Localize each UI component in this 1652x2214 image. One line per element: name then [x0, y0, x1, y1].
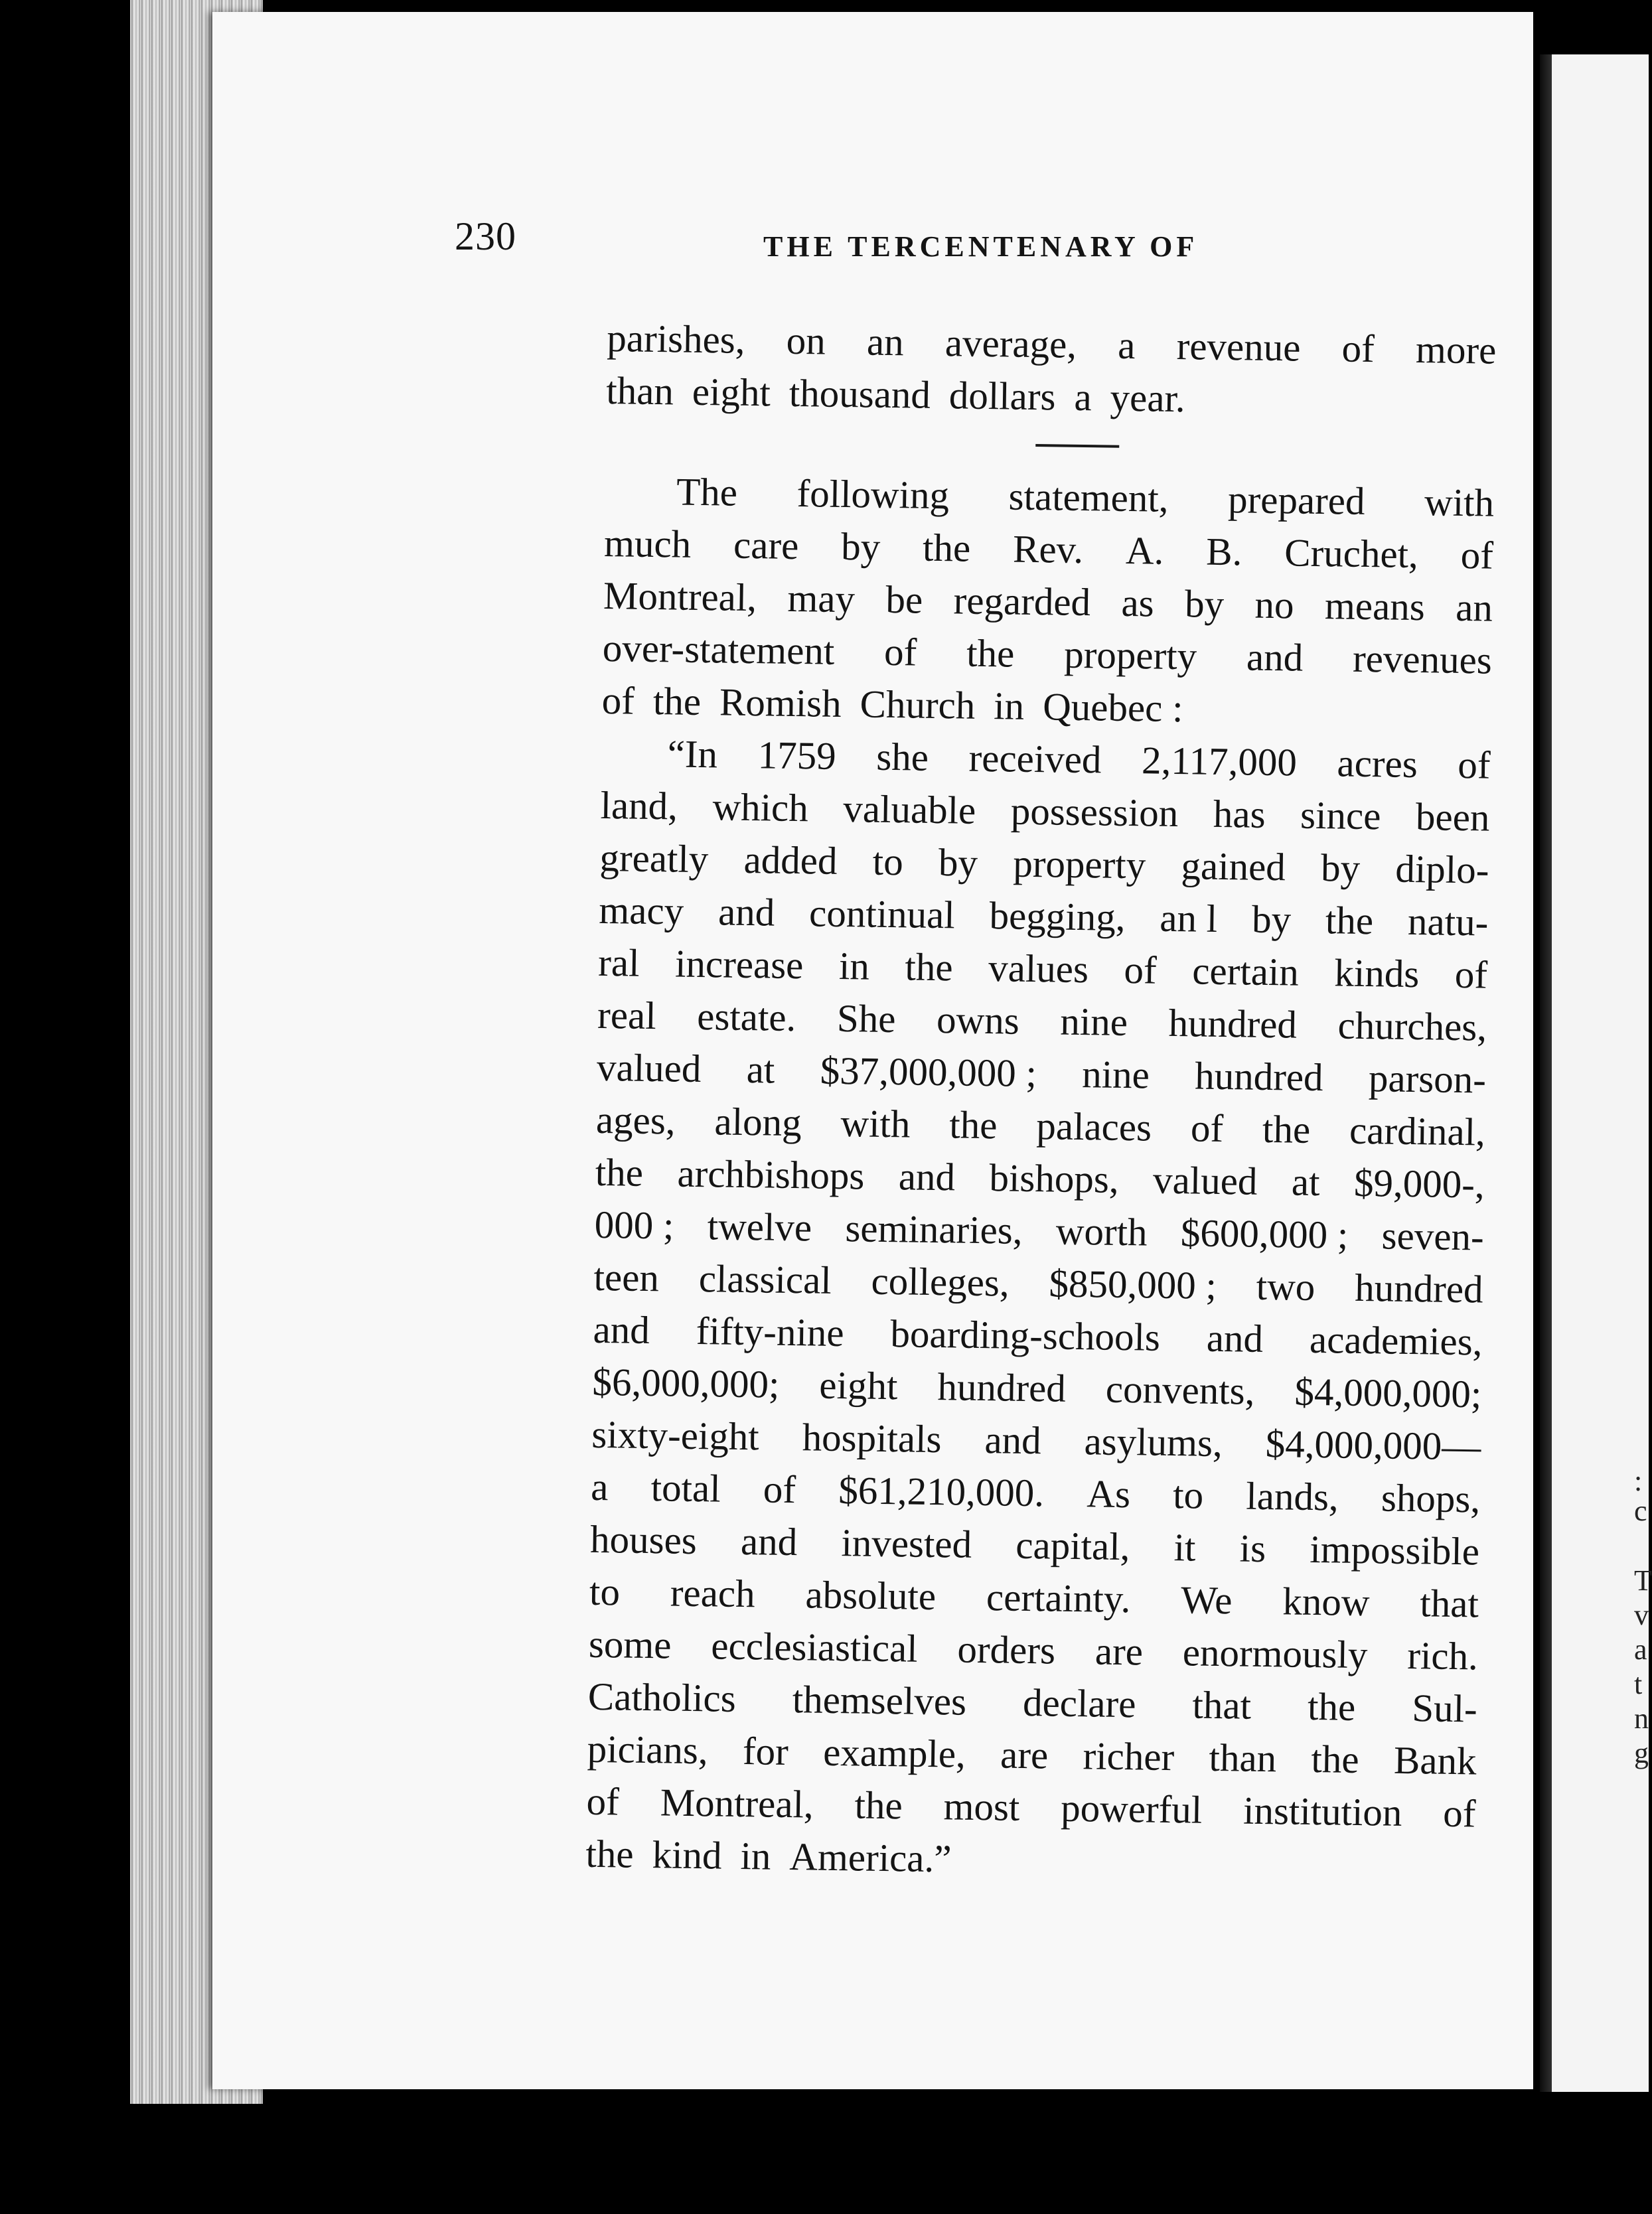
word: natu-: [1407, 899, 1489, 944]
word: ages,: [595, 1097, 676, 1143]
word: Montreal,: [660, 1780, 814, 1826]
word: “In: [667, 731, 718, 776]
facing-page-strip: [1552, 54, 1649, 2092]
word: estate.: [696, 994, 796, 1040]
word: with: [1424, 480, 1495, 525]
word: We: [1180, 1578, 1233, 1623]
word: which: [712, 784, 809, 830]
word: of: [1341, 326, 1375, 371]
word: increase: [674, 941, 804, 988]
word: following: [796, 471, 950, 518]
word: of: [1190, 1106, 1224, 1151]
word: prepared: [1227, 477, 1365, 523]
page-number: 230: [455, 214, 516, 258]
word: property: [1012, 841, 1146, 887]
word: worth: [1055, 1209, 1148, 1254]
word: in: [993, 684, 1025, 728]
word: diplo-: [1394, 846, 1489, 892]
word: are: [1094, 1629, 1144, 1674]
word: declare: [1022, 1680, 1136, 1726]
word: at: [1291, 1159, 1320, 1205]
word: is: [1239, 1526, 1266, 1571]
word: in: [838, 943, 870, 988]
word: eight: [692, 369, 771, 415]
word: impossible: [1309, 1526, 1480, 1574]
word: certainty.: [986, 1575, 1131, 1621]
word: $850,000 ;: [1049, 1261, 1217, 1307]
word: it: [1173, 1525, 1196, 1570]
word: land,: [600, 782, 678, 828]
word: be: [885, 577, 923, 622]
word: the: [854, 1783, 903, 1828]
word: most: [943, 1784, 1020, 1829]
word: valued: [596, 1045, 702, 1091]
word: values: [988, 946, 1089, 992]
word: B.: [1205, 529, 1242, 574]
word: of: [601, 678, 635, 723]
facing-page-letter: a: [1634, 1633, 1647, 1666]
word: added: [743, 837, 838, 883]
word: capital,: [1015, 1522, 1130, 1569]
word: $9,000-,: [1353, 1160, 1485, 1207]
word: are: [1000, 1732, 1049, 1777]
word: real: [597, 992, 657, 1038]
word: by: [1184, 581, 1225, 627]
word: dollars: [948, 373, 1056, 419]
word: by: [938, 840, 978, 885]
word: asylums,: [1084, 1419, 1223, 1465]
word: revenue: [1176, 323, 1301, 370]
word: may: [787, 575, 856, 621]
word: in: [740, 1834, 771, 1878]
word: know: [1282, 1579, 1370, 1625]
word: by: [1320, 846, 1361, 890]
word: of: [1457, 742, 1491, 787]
word: owns: [936, 997, 1020, 1043]
word: picians,: [587, 1726, 709, 1773]
word: Cruchet,: [1284, 530, 1419, 577]
word: the: [948, 1102, 998, 1147]
word: received: [968, 735, 1102, 782]
word: an: [866, 319, 905, 364]
word: to: [589, 1569, 621, 1614]
word: $61,210,000.: [838, 1468, 1045, 1515]
word: a: [590, 1464, 609, 1509]
facing-page-letter: g: [1634, 1737, 1649, 1769]
word: thousand: [788, 370, 931, 417]
word: valued: [1152, 1157, 1258, 1203]
word: means: [1324, 583, 1426, 629]
word: enormously: [1182, 1630, 1368, 1677]
word: the: [595, 1149, 644, 1195]
word: at: [746, 1047, 775, 1092]
word: the: [1307, 1684, 1356, 1729]
word: parishes,: [606, 315, 745, 362]
word: an: [1455, 585, 1493, 630]
word: by: [840, 524, 881, 569]
word: with: [840, 1101, 911, 1146]
word: Sul-: [1411, 1686, 1478, 1731]
word: 1759: [757, 733, 837, 778]
word: greatly: [599, 835, 709, 881]
word: America.”: [788, 1834, 952, 1881]
word: Romish: [719, 680, 842, 725]
word: academies,: [1309, 1317, 1483, 1364]
paragraph-statement: [601, 465, 1494, 739]
word: of: [1442, 1791, 1476, 1836]
word: $4,000,000—: [1265, 1422, 1481, 1469]
word: A.: [1125, 528, 1164, 573]
word: richer: [1083, 1734, 1175, 1779]
word: been: [1415, 794, 1490, 840]
word: parson-: [1368, 1056, 1487, 1102]
word: that: [1419, 1581, 1479, 1626]
word: of: [586, 1779, 620, 1824]
running-head: THE TERCENTENARY OF: [763, 230, 1199, 263]
word: for: [742, 1729, 789, 1774]
word: cardinal,: [1349, 1108, 1486, 1154]
word: convents,: [1105, 1366, 1255, 1413]
paragraph-quotation: [585, 727, 1491, 1893]
section-rule: [1035, 444, 1119, 448]
word: of: [1454, 952, 1488, 997]
word: shops,: [1381, 1475, 1481, 1521]
word: and: [717, 889, 775, 934]
word: an l: [1159, 895, 1218, 940]
word: the: [1262, 1106, 1311, 1151]
word: of: [1460, 532, 1494, 577]
word: As: [1086, 1471, 1131, 1516]
word: macy: [598, 887, 684, 933]
word: two: [1256, 1264, 1315, 1309]
word: begging,: [989, 893, 1126, 939]
word: She: [836, 996, 896, 1041]
word: since: [1300, 792, 1381, 838]
facing-page-letter: v: [1634, 1599, 1649, 1631]
word: example,: [822, 1730, 966, 1776]
word: valuable: [842, 786, 976, 832]
word: the: [966, 630, 1015, 676]
word: ral: [597, 940, 640, 985]
word: as: [1121, 580, 1155, 625]
word: than: [605, 368, 674, 413]
word: continual: [808, 891, 956, 937]
word: revenues: [1352, 636, 1493, 682]
word: Bank: [1393, 1737, 1477, 1783]
word: along: [714, 1099, 802, 1145]
word: the: [905, 944, 954, 990]
word: seven-: [1381, 1213, 1485, 1259]
word: powerful: [1060, 1785, 1203, 1832]
word: much: [603, 520, 692, 566]
word: Rev.: [1012, 526, 1084, 572]
word: teen: [593, 1254, 660, 1300]
word: Catholics: [587, 1674, 737, 1720]
word: invested: [841, 1520, 972, 1566]
word: lands,: [1245, 1473, 1339, 1519]
word: to: [1172, 1473, 1204, 1517]
word: regarded: [953, 578, 1091, 625]
word: absolute: [805, 1572, 937, 1619]
word: hospitals: [802, 1415, 942, 1461]
facing-page-letter: c: [1634, 1495, 1647, 1527]
word: and: [898, 1154, 956, 1199]
word: by: [1251, 897, 1292, 942]
word: some: [588, 1621, 672, 1667]
word: and: [1246, 634, 1304, 680]
word: has: [1213, 791, 1266, 836]
word: rich.: [1406, 1633, 1479, 1678]
word: colleges,: [871, 1258, 1010, 1305]
word: possession: [1010, 788, 1179, 836]
word: classical: [698, 1256, 832, 1302]
word: acres: [1337, 741, 1418, 786]
word: The: [676, 469, 738, 514]
word: on: [786, 318, 826, 363]
word: no: [1254, 582, 1295, 627]
word: the: [922, 525, 971, 570]
word: kind: [652, 1832, 723, 1878]
word: the: [1325, 898, 1374, 943]
word: of: [883, 629, 917, 674]
word: ecclesiastical: [710, 1623, 919, 1670]
word: and: [984, 1418, 1042, 1463]
word: the: [585, 1831, 635, 1876]
word: twelve: [707, 1204, 812, 1250]
word: and: [1206, 1315, 1264, 1361]
word: and: [593, 1307, 650, 1353]
word: a: [1117, 323, 1136, 368]
word: than: [1209, 1735, 1277, 1781]
word: institution: [1242, 1788, 1402, 1834]
word: kinds: [1333, 950, 1420, 996]
word: hundred: [1168, 1000, 1298, 1047]
word: hundred: [937, 1365, 1067, 1410]
word: the: [652, 679, 702, 724]
word: archbishops: [677, 1151, 865, 1198]
word: statement,: [1008, 474, 1169, 520]
word: Montreal,: [603, 573, 757, 620]
word: hundred: [1354, 1265, 1484, 1311]
word: Quebec :: [1042, 684, 1183, 731]
word: eight: [818, 1363, 898, 1408]
word: bishops,: [989, 1155, 1120, 1201]
word: average,: [944, 321, 1077, 366]
body-text: [585, 312, 1497, 1892]
word: themselves: [792, 1677, 967, 1724]
word: 000 ;: [594, 1202, 674, 1248]
word: care: [733, 522, 799, 568]
word: gained: [1181, 844, 1286, 889]
facing-page-letter: n: [1634, 1702, 1649, 1735]
word: hundred: [1194, 1053, 1324, 1100]
word: Church: [860, 682, 976, 727]
word: fifty-nine: [696, 1309, 845, 1355]
word: a: [1074, 374, 1092, 419]
word: and: [740, 1518, 798, 1564]
word: palaces: [1035, 1104, 1152, 1149]
word: churches,: [1337, 1003, 1487, 1049]
word: 2,117,000: [1141, 738, 1298, 784]
word: orders: [957, 1627, 1056, 1672]
word: reach: [670, 1570, 756, 1616]
word: of: [763, 1467, 796, 1512]
word: seminaries,: [845, 1206, 1023, 1252]
facing-page-letter: T: [1634, 1564, 1652, 1597]
paragraph-continuation: [606, 312, 1497, 429]
word: $6,000,000;: [592, 1359, 780, 1406]
word: certain: [1191, 948, 1300, 994]
word: total: [650, 1465, 721, 1511]
word: she: [875, 734, 929, 779]
word: $37,000,000 ;: [820, 1048, 1037, 1096]
word: houses: [589, 1516, 698, 1563]
word: boarding-schools: [890, 1311, 1161, 1359]
facing-page-letter: :: [1634, 1465, 1643, 1497]
word: nine: [1081, 1052, 1150, 1097]
word: $600,000 ;: [1180, 1211, 1349, 1257]
word: nine: [1059, 999, 1128, 1045]
word: $4,000,000;: [1294, 1369, 1482, 1416]
word: more: [1415, 327, 1497, 372]
word: that: [1192, 1682, 1252, 1728]
word: property: [1063, 632, 1197, 678]
word: of: [1124, 947, 1158, 992]
word: to: [872, 839, 904, 884]
word: sixty-eight: [591, 1412, 760, 1459]
word: over-statement: [602, 625, 835, 673]
facing-page-letter: t: [1634, 1668, 1643, 1700]
word: the: [1311, 1737, 1360, 1782]
word: year.: [1110, 375, 1186, 421]
